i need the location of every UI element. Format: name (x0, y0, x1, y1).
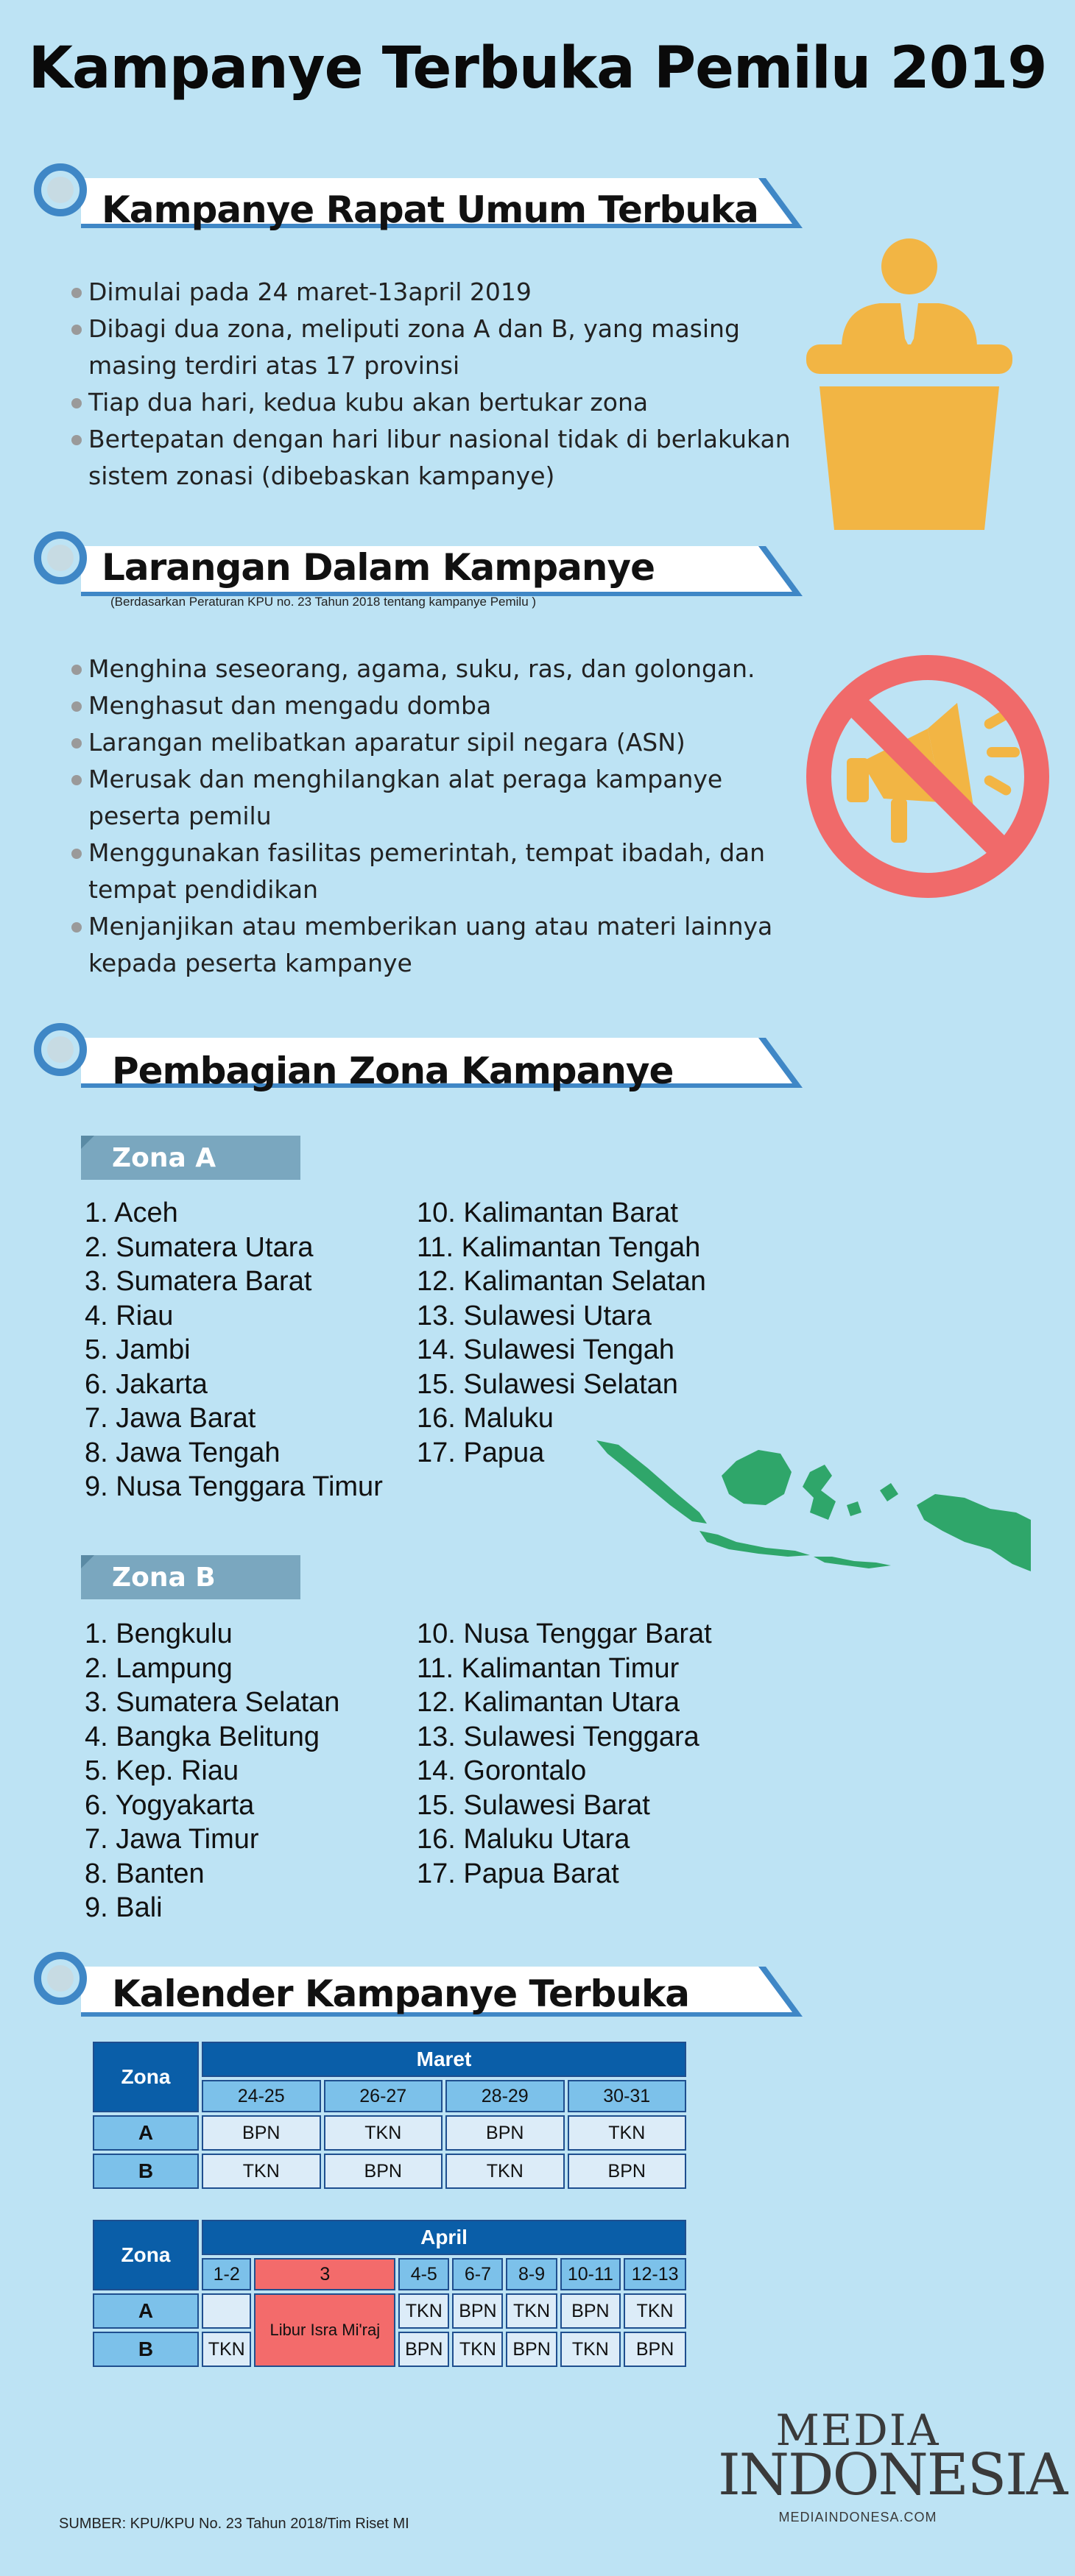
month-header: Maret (202, 2042, 686, 2077)
list-item: 9. Nusa Tenggara Timur (85, 1471, 383, 1502)
list-item: Menghina seseorang, agama, suku, ras, dan golongan. (70, 651, 772, 687)
list-item: 10. Nusa Tenggar Barat (417, 1618, 712, 1649)
page-title: Kampanye Terbuka Pemilu 2019 (28, 35, 1047, 102)
calendar-table-maret (90, 2039, 689, 2192)
date-cell: 4-5 (398, 2258, 449, 2290)
list-item: 16. Maluku Utara (417, 1824, 630, 1855)
date-cell: 30-31 (568, 2080, 687, 2112)
list-item: 4. Riau (85, 1300, 174, 1331)
list-item: 2. Lampung (85, 1652, 233, 1684)
month-header: April (202, 2220, 686, 2255)
holiday-cell: Libur Isra Mi'raj (254, 2293, 395, 2367)
date-cell-holiday: 3 (254, 2258, 395, 2290)
list-item: Menggunakan fasilitas pemerintah, tempat ibadah, dan (70, 835, 772, 871)
zona-b-list-left (85, 1617, 339, 1925)
schedule-cell: BPN (324, 2154, 443, 2189)
logo-media: MEDIA (775, 2405, 940, 2455)
date-cell: 1-2 (202, 2258, 251, 2290)
rapat-umum-list (70, 274, 791, 495)
list-item-continued: sistem zonasi (dibebaskan kampanye) (88, 461, 555, 490)
list-item: Merusak dan menghilangkan alat peraga kampanye (70, 761, 772, 798)
schedule-cell: BPN (202, 2115, 321, 2151)
section-header-kalender (29, 1950, 810, 2031)
zone-cell: A (93, 2293, 199, 2329)
zone-cell: A (93, 2115, 199, 2151)
list-item-continued: tempat pendidikan (88, 875, 319, 904)
section-heading: Kalender Kampanye Terbuka (112, 1972, 689, 2015)
list-item: Dimulai pada 24 maret-13april 2019 (70, 274, 791, 311)
date-cell: 6-7 (452, 2258, 503, 2290)
bullet-circle-icon (34, 1952, 87, 2005)
schedule-cell: TKN (445, 2154, 565, 2189)
list-item: 6. Yogyakarta (85, 1789, 255, 1821)
list-item: 14. Sulawesi Tengah (417, 1334, 674, 1365)
section-header-rapat-umum (29, 162, 810, 243)
date-cell: 26-27 (324, 2080, 443, 2112)
schedule-cell: TKN (324, 2115, 443, 2151)
list-item: 3. Sumatera Selatan (85, 1687, 340, 1718)
list-item: 15. Sulawesi Barat (417, 1789, 650, 1821)
zona-header: Zona (93, 2220, 199, 2290)
list-item: Larangan melibatkan aparatur sipil negara (ASN) (70, 724, 772, 761)
zone-cell: B (93, 2154, 199, 2189)
list-item: 4. Bangka Belitung (85, 1721, 320, 1752)
zona-a-list-right (417, 1196, 706, 1470)
list-item: 17. Papua (417, 1437, 545, 1468)
section-subheading: (Berdasarkan Peraturan KPU no. 23 Tahun 2018 tentang kampanye Pemilu ) (110, 595, 537, 609)
list-item: Bertepatan dengan hari libur nasional tidak di berlakukan (70, 421, 791, 458)
list-item: Menjanjikan atau memberikan uang atau materi lainnya (70, 908, 772, 945)
bullet-circle-icon (34, 1023, 87, 1076)
list-item: 6. Jakarta (85, 1368, 208, 1400)
list-item-continued: kepada peserta kampanye (88, 949, 412, 977)
list-item: 8. Banten (85, 1858, 205, 1889)
zona-header: Zona (93, 2042, 199, 2112)
list-item: 9. Bali (85, 1892, 163, 1923)
list-item: 16. Maluku (417, 1403, 554, 1434)
zone-cell: B (93, 2332, 199, 2367)
list-item: 12. Kalimantan Utara (417, 1687, 680, 1718)
section-header-larangan (29, 530, 810, 611)
list-item: 5. Kep. Riau (85, 1755, 239, 1786)
list-item: 2. Sumatera Utara (85, 1231, 314, 1263)
indonesia-map-icon (589, 1432, 1035, 1582)
date-cell: 28-29 (445, 2080, 565, 2112)
table-row (93, 2154, 686, 2189)
date-cell: 10-11 (560, 2258, 621, 2290)
schedule-cell: TKN (398, 2293, 449, 2329)
schedule-cell: TKN (202, 2154, 321, 2189)
logo-url: MEDIAINDONESA.COM (778, 2510, 937, 2524)
schedule-cell: TKN (568, 2115, 687, 2151)
list-item: 15. Sulawesi Selatan (417, 1368, 678, 1400)
source-credit: SUMBER: KPU/KPU No. 23 Tahun 2018/Tim Riset MI (59, 2516, 409, 2532)
schedule-cell: BPN (568, 2154, 687, 2189)
section-heading: Kampanye Rapat Umum Terbuka (102, 188, 758, 231)
list-item: 17. Papua Barat (417, 1858, 619, 1889)
list-item: 5. Jambi (85, 1334, 191, 1365)
schedule-cell: BPN (398, 2332, 449, 2367)
schedule-cell: BPN (506, 2332, 557, 2367)
date-cell: 12-13 (624, 2258, 686, 2290)
schedule-cell (202, 2293, 251, 2329)
list-item-continued: masing terdiri atas 17 provinsi (88, 351, 460, 380)
calendar-table-april (90, 2217, 689, 2370)
list-item: 13. Sulawesi Utara (417, 1300, 652, 1331)
logo-indonesia: INDONESIA (718, 2442, 1067, 2508)
schedule-cell: BPN (624, 2332, 686, 2367)
list-item: 10. Kalimantan Barat (417, 1197, 678, 1228)
list-item: Menghasut dan mengadu domba (70, 687, 772, 724)
zona-a-list-left (85, 1196, 383, 1504)
podium-speaker-icon (799, 236, 1020, 534)
section-heading: Larangan Dalam Kampanye (102, 546, 655, 589)
table-row (93, 2293, 686, 2329)
no-megaphone-icon (803, 651, 1053, 902)
schedule-cell: BPN (452, 2293, 503, 2329)
list-item: 11. Kalimantan Tengah (417, 1231, 701, 1263)
list-item: 13. Sulawesi Tenggara (417, 1721, 699, 1752)
bullet-circle-icon (34, 531, 87, 584)
date-cell: 8-9 (506, 2258, 557, 2290)
list-item: Dibagi dua zona, meliputi zona A dan B, yang masing (70, 311, 791, 347)
schedule-cell: TKN (560, 2332, 621, 2367)
list-item-continued: peserta pemilu (88, 802, 272, 830)
date-cell: 24-25 (202, 2080, 321, 2112)
zona-b-label: Zona B (81, 1555, 300, 1599)
list-item: Tiap dua hari, kedua kubu akan bertukar zona (70, 384, 791, 421)
list-item: 12. Kalimantan Selatan (417, 1266, 706, 1297)
list-item: 3. Sumatera Barat (85, 1266, 312, 1297)
list-item: 1. Aceh (85, 1197, 178, 1228)
schedule-cell: TKN (452, 2332, 503, 2367)
list-item: 8. Jawa Tengah (85, 1437, 281, 1468)
list-item: 1. Bengkulu (85, 1618, 233, 1649)
schedule-cell: TKN (624, 2293, 686, 2329)
list-item: 7. Jawa Barat (85, 1403, 256, 1434)
list-item: 7. Jawa Timur (85, 1824, 259, 1855)
section-heading: Pembagian Zona Kampanye (112, 1050, 674, 1092)
zona-b-list-right (417, 1617, 712, 1891)
schedule-cell: BPN (560, 2293, 621, 2329)
bullet-circle-icon (34, 163, 87, 216)
schedule-cell: TKN (506, 2293, 557, 2329)
schedule-cell: TKN (202, 2332, 251, 2367)
larangan-list (70, 651, 772, 982)
table-row (93, 2115, 686, 2151)
list-item: 14. Gorontalo (417, 1755, 587, 1786)
section-header-zona (29, 1022, 810, 1103)
schedule-cell: BPN (445, 2115, 565, 2151)
zona-a-label: Zona A (81, 1136, 300, 1180)
list-item: 11. Kalimantan Timur (417, 1652, 680, 1684)
